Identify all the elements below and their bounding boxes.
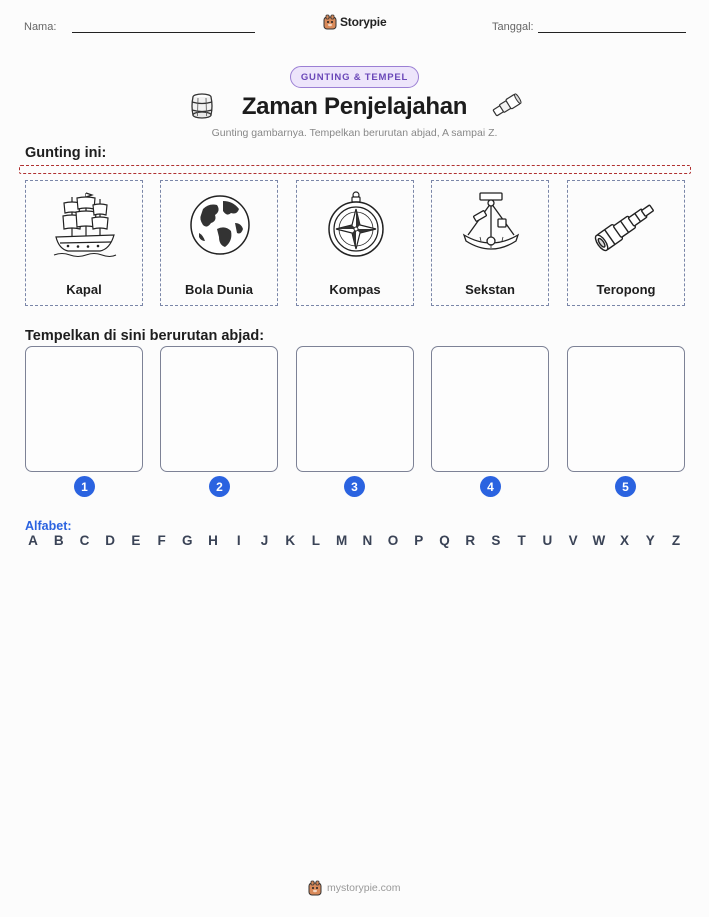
paste-slot-3[interactable] [296,346,414,472]
spyglass-title-icon [491,92,523,120]
activity-badge: GUNTING & TEMPEL [290,66,419,88]
cut-card-sextant[interactable] [431,180,549,306]
alphabet-letter: C [79,533,90,548]
alphabet-letter: V [568,533,578,548]
date-field-line[interactable] [538,32,686,33]
alphabet-letter: B [53,533,64,548]
alphabet-letter: X [620,533,630,548]
alphabet-label: Alfabet: [25,519,72,533]
ship-icon [52,189,118,261]
spyglass-icon [594,189,660,261]
alphabet-letter: Y [645,533,655,548]
alphabet-letter: D [105,533,116,548]
alphabet-letter: U [542,533,553,548]
footer-site: mystorypie.com [327,882,401,894]
paste-slot-2[interactable] [160,346,278,472]
sextant-icon [458,189,524,261]
instructions: Gunting gambarnya. Tempelkan berurutan abjad, A sampai Z. [211,127,498,139]
cut-card-compass[interactable] [296,180,414,306]
storypie-logo [323,14,386,30]
cut-card-ship[interactable] [25,180,143,306]
alphabet-letter: I [236,533,241,548]
storypie-mascot-icon [323,14,337,30]
paste-slot-1[interactable] [25,346,143,472]
alphabet-letter: L [311,533,321,548]
alphabet-letter: S [491,533,501,548]
alphabet-letter: F [157,533,166,548]
alphabet-strip [26,533,683,548]
slot-number-3: 3 [344,476,365,497]
alphabet-letter: N [362,533,373,548]
alphabet-letter: J [260,533,269,548]
paste-slot-4[interactable] [431,346,549,472]
card-label-sextant: Sekstan [465,282,515,297]
alphabet-letter: R [465,533,476,548]
name-label: Nama: [24,21,57,33]
alphabet-letter: G [182,533,193,548]
compass-icon [323,189,389,261]
date-label: Tanggal: [492,21,534,33]
paste-heading: Tempelkan di sini berurutan abjad: [25,328,265,344]
cut-dashed-line [19,165,691,174]
footer [308,880,401,896]
alphabet-letter: H [208,533,218,548]
storypie-mascot-icon [308,880,322,896]
slot-number-2: 2 [209,476,230,497]
card-label-compass: Kompas [329,282,381,297]
slot-number-1: 1 [74,476,95,497]
alphabet-letter: Z [671,533,681,548]
card-label-spyglass: Teropong [596,282,656,297]
card-label-globe: Bola Dunia [185,282,253,297]
brand-name: Storypie [340,15,387,29]
paste-slot-5[interactable] [567,346,685,472]
alphabet-letter: W [592,533,606,548]
alphabet-letter: A [28,533,38,548]
name-field-line[interactable] [72,32,255,33]
alphabet-letter: O [387,533,399,548]
slot-number-5: 5 [615,476,636,497]
slot-number-4: 4 [480,476,501,497]
alphabet-letter: M [336,533,348,548]
alphabet-letter: K [285,533,296,548]
alphabet-letter: T [517,533,526,548]
page-title: Zaman Penjelajahan [241,93,468,120]
alphabet-letter: Q [439,533,450,548]
cut-card-spyglass[interactable] [567,180,685,306]
cut-heading: Gunting ini: [25,145,107,161]
globe-icon [187,189,253,261]
alphabet-letter: E [131,533,141,548]
card-label-ship: Kapal [66,282,102,297]
cut-card-globe[interactable] [160,180,278,306]
alphabet-letter: P [414,533,424,548]
